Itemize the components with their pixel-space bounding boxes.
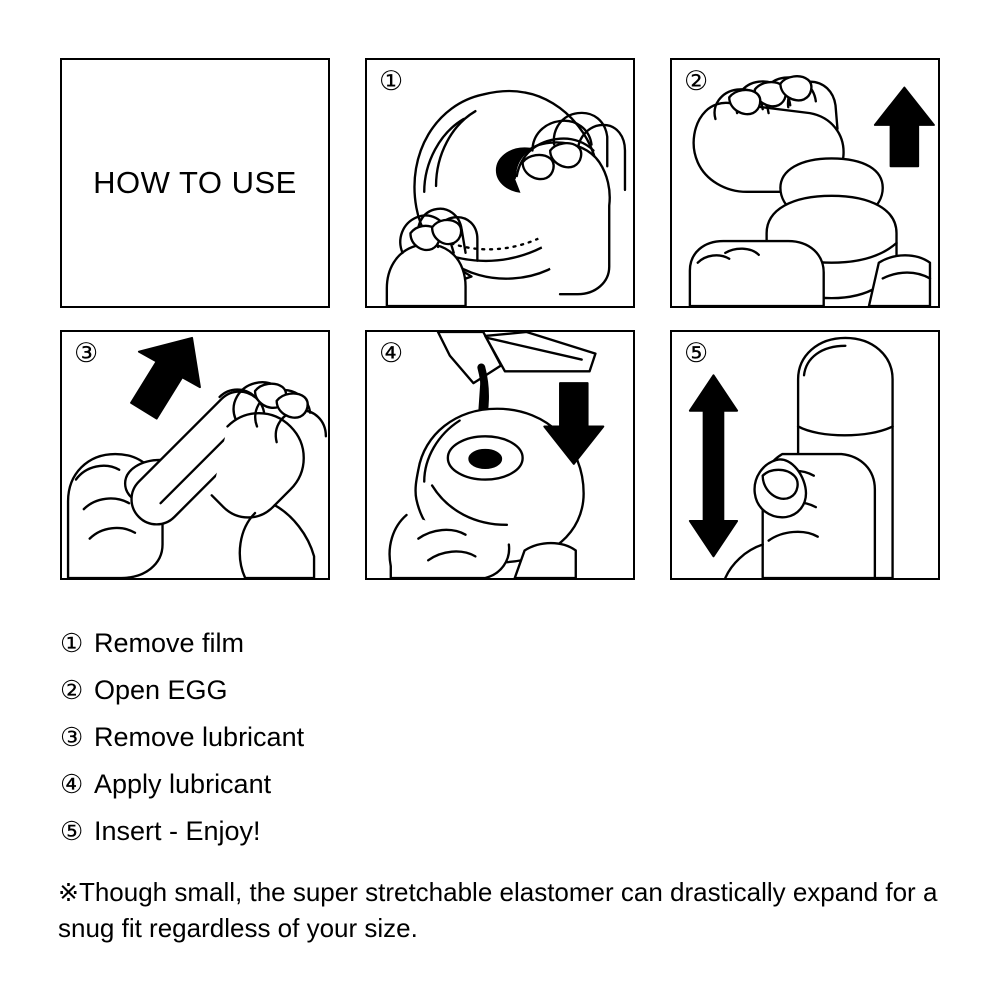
panel-apply-lubricant <box>365 330 635 580</box>
caption-marker: ② <box>60 675 84 705</box>
list-item <box>60 724 960 751</box>
panel-remove-lubricant <box>60 330 330 580</box>
panel-grid <box>60 58 940 580</box>
panel-insert-enjoy <box>670 330 940 580</box>
caption-list <box>60 630 960 865</box>
open-egg-illustration <box>672 60 938 306</box>
footnote-text: Though small, the super stretchable elastomer can drastically expand for a snug fit regardless of your size. <box>58 877 938 943</box>
list-item <box>60 818 960 845</box>
footnote <box>58 875 958 947</box>
caption-text: Remove lubricant <box>94 722 305 752</box>
caption-marker: ① <box>60 628 84 658</box>
caption-marker: ③ <box>60 722 84 752</box>
page-title: HOW TO USE <box>93 165 297 200</box>
footnote-marker: ※ <box>58 879 79 907</box>
step-number-2: ② <box>684 66 709 96</box>
panel-remove-film <box>365 58 635 308</box>
step-number-5: ⑤ <box>684 338 709 368</box>
insert-enjoy-illustration <box>672 332 938 578</box>
caption-text: Open EGG <box>94 675 228 705</box>
caption-text: Apply lubricant <box>94 769 272 799</box>
panel-open-egg <box>670 58 940 308</box>
list-item <box>60 677 960 704</box>
list-item <box>60 630 960 657</box>
list-item <box>60 771 960 798</box>
step-number-1: ① <box>379 66 404 96</box>
step-number-4: ④ <box>379 338 404 368</box>
caption-text: Remove film <box>94 628 245 658</box>
caption-marker: ⑤ <box>60 816 84 846</box>
remove-film-illustration <box>367 60 633 306</box>
apply-lubricant-illustration <box>367 332 633 578</box>
panel-how-to-use <box>60 58 330 308</box>
caption-text: Insert - Enjoy! <box>94 816 261 846</box>
step-number-3: ③ <box>74 338 99 368</box>
caption-marker: ④ <box>60 769 84 799</box>
remove-lubricant-illustration <box>62 332 328 578</box>
